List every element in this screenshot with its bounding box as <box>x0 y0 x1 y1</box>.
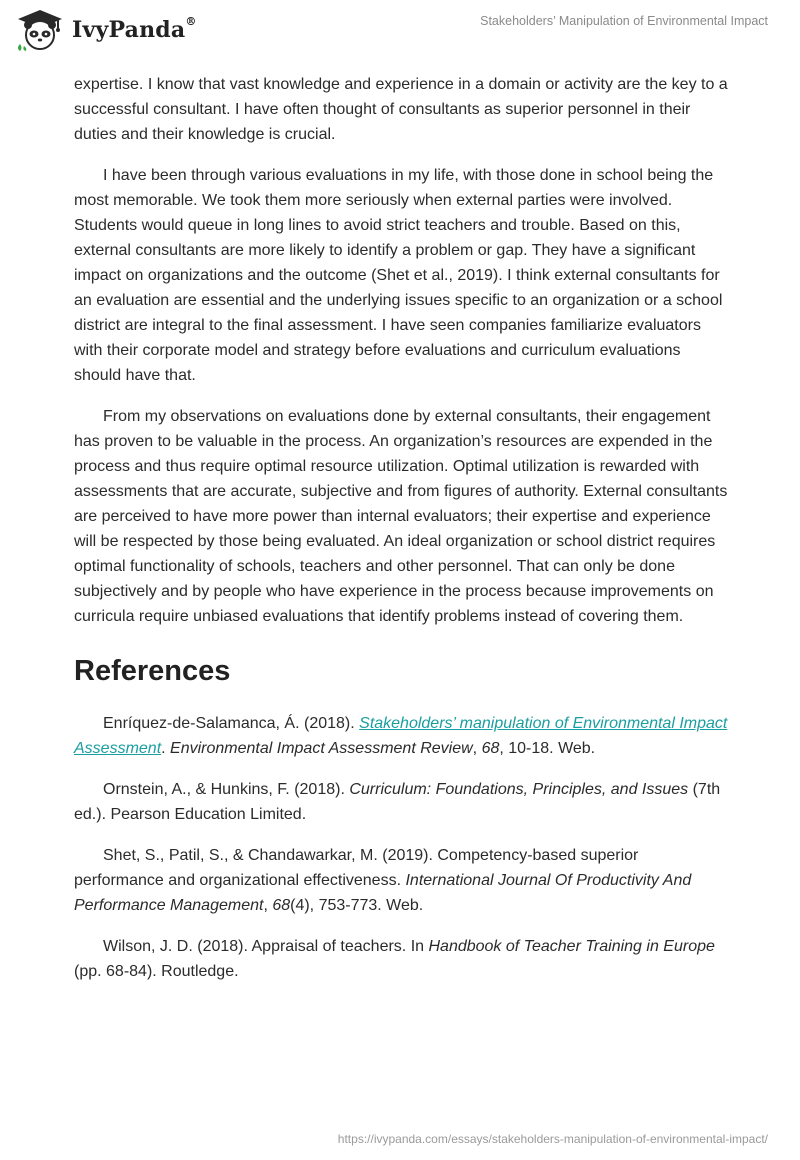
essay-content <box>74 72 728 1000</box>
source-url[interactable]: https://ivypanda.com/essays/stakeholders-manipulation-of-environmental-impact/ <box>337 1132 768 1146</box>
references-heading: References <box>74 655 231 687</box>
logo-wordmark: IvyPanda® <box>72 15 197 43</box>
page-header <box>0 0 800 64</box>
running-title: Stakeholders’ Manipulation of Environmental Impact <box>480 14 768 28</box>
reference-link[interactable]: Stakeholders’ manipulation of Environmental Impact Assessment <box>74 715 728 757</box>
reference-item: Shet, S., Patil, S., & Chandawarkar, M. (2019). Competency-based superior performance and organizational effectiveness. International Journal Of Productivity And Performance Management, 68(4), 753-773. Web. <box>74 847 692 914</box>
panda-logo-icon <box>14 8 66 52</box>
paragraph-3: From my observations on evaluations done by external consultants, their engagement has proven to be valuable in the process. An organization’s resources are expended in the process and thus require optimal resource utilization. Optimal utilization is rewarded with assessments that are accurate, subjective and from figures of authority. External consultants are perceived to have more power than internal evaluators; their expertise and experience will be respected by those being evaluated. An ideal organization or school district requires optimal functionality of schools, teachers and other personnel. That can only be done subjectively and by people who have experience in the process because improvements on curricula require unbiased evaluations that identify problems instead of covering them. <box>74 408 728 625</box>
registered-mark: ® <box>185 15 197 28</box>
paragraph-1: expertise. I know that vast knowledge and experience in a domain or activity are the key to a successful consultant. I have often thought of consultants as superior personnel in their duties and their knowledge is crucial. <box>74 76 728 143</box>
paragraph-2: I have been through various evaluations in my life, with those done in school being the most memorable. We took them more seriously when external parties were involved. Students would queue in long lines to avoid strict teachers and trouble. Based on this, external consultants are more likely to identify a problem or gap. They have a significant impact on organizations and the outcome (Shet et al., 2019). I think external consultants for an evaluation are essential and the underlying issues specific to an organization or a school district are integral to the final assessment. I have seen companies familiarize evaluators with their corporate model and strategy before evaluations and curriculum evaluations should have that. <box>74 167 723 384</box>
reference-item: Enríquez-de-Salamanca, Á. (2018). Stakeholders’ manipulation of Environmental Impact Assessment. Environmental Impact Assessment Review, 68, 10-18. Web. <box>74 715 728 757</box>
reference-item: Ornstein, A., & Hunkins, F. (2018). Curriculum: Foundations, Principles, and Issues (7th ed.). Pearson Education Limited. <box>74 781 721 823</box>
ivypanda-logo[interactable] <box>14 8 197 52</box>
reference-item: Wilson, J. D. (2018). Appraisal of teachers. In Handbook of Teacher Training in Europe (pp. 68-84). Routledge. <box>74 938 715 980</box>
